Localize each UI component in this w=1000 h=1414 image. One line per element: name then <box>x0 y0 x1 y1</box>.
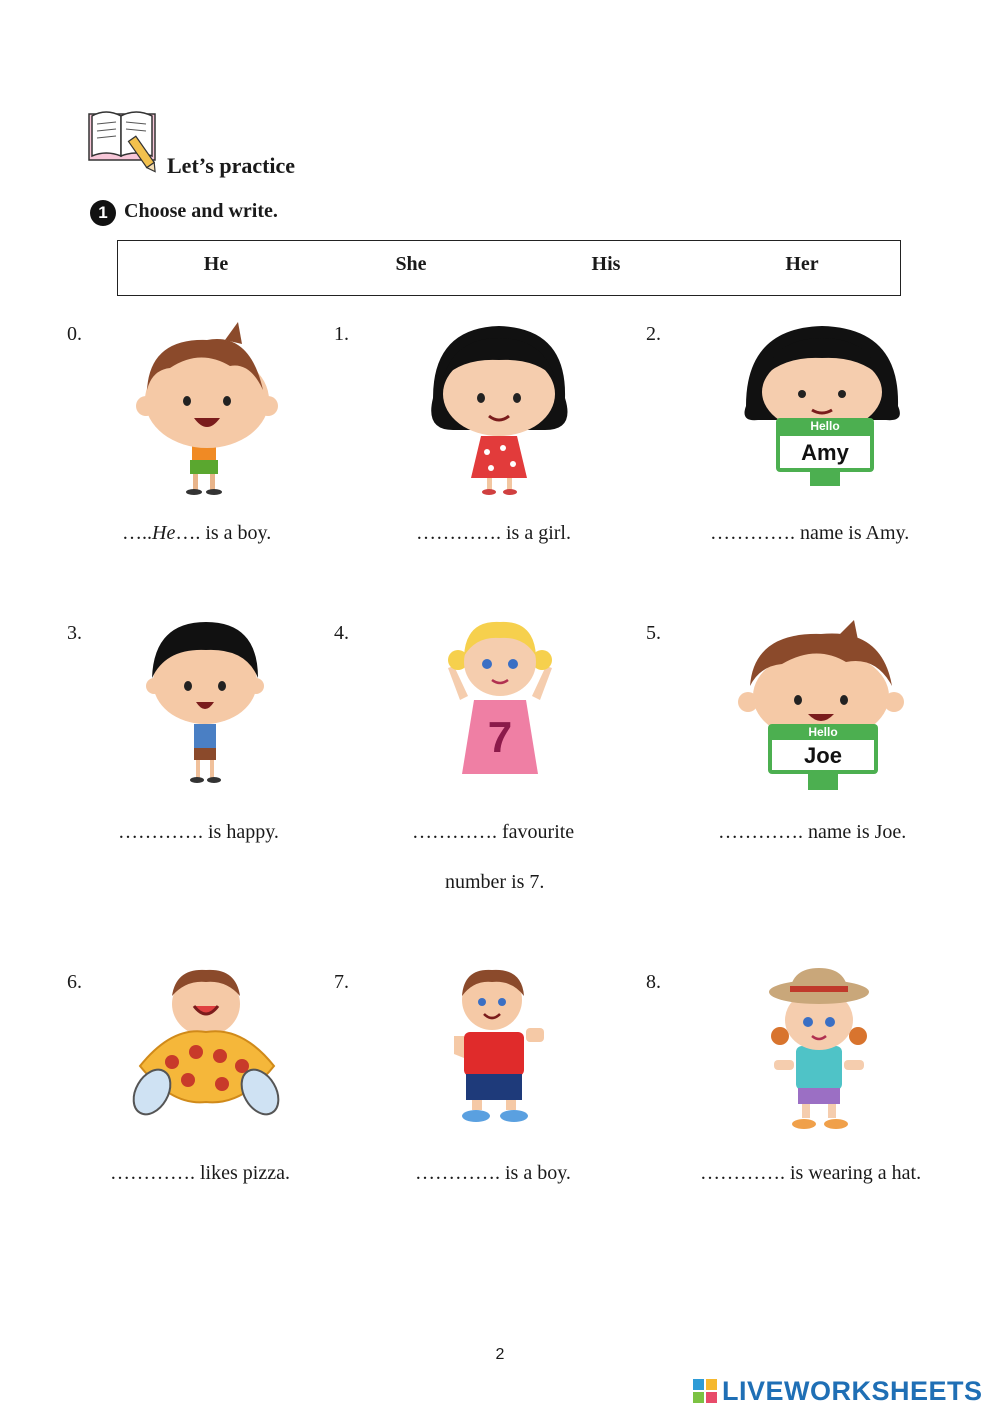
liveworksheets-wordmark: LIVEWORKSHEETS <box>722 1375 983 1406</box>
item-number: 1. <box>334 323 349 345</box>
boy-orange-shirt-image <box>130 318 280 498</box>
item-number: 0. <box>67 323 82 345</box>
word-option-he: He <box>203 253 229 275</box>
item-number: 5. <box>646 622 661 644</box>
item-number: 2. <box>646 323 661 345</box>
section-title: Let’s practice <box>167 153 296 178</box>
liveworksheets-logo-icon <box>692 1378 718 1404</box>
sentence-0: …..He…. is a boy. <box>122 522 272 544</box>
word-option-his: His <box>591 253 621 275</box>
boy-eating-pizza-image <box>132 966 282 1126</box>
word-option-she: She <box>395 253 427 275</box>
girl-number-seven-shirt-image <box>440 616 560 781</box>
item-number: 3. <box>67 622 82 644</box>
boy-thumbs-up-image <box>444 966 554 1131</box>
tag-greeting: Hello <box>808 725 838 739</box>
item-number: 8. <box>646 971 661 993</box>
sentence-1: …………. is a girl. <box>416 522 571 544</box>
liveworksheets-branding <box>692 1376 983 1406</box>
girl-red-dress-image <box>425 318 575 498</box>
boy-joe-name-tag-image <box>736 618 906 793</box>
sentence-4: …………. favourite <box>412 821 575 843</box>
sentence-6: …………. likes pizza. <box>110 1162 290 1184</box>
girl-wearing-hat-image <box>764 966 874 1136</box>
page-number: 2 <box>495 1346 505 1363</box>
sentence-5: …………. name is Joe. <box>718 821 907 843</box>
tag-name-amy: Amy <box>801 440 849 465</box>
word-option-her: Her <box>785 253 819 275</box>
boy-happy-image <box>140 616 270 791</box>
item-number: 6. <box>67 971 82 993</box>
word-bank <box>117 240 901 296</box>
open-book-pencil-icon <box>86 106 160 174</box>
sentence-3: …………. is happy. <box>118 821 279 843</box>
girl-amy-name-tag-image <box>740 318 905 498</box>
sentence-4-continued: number is 7. <box>445 871 545 893</box>
example-answer: He <box>152 522 176 544</box>
exercise-instruction: Choose and write. <box>124 200 278 222</box>
sentence-2: …………. name is Amy. <box>710 522 910 544</box>
exercise-number-badge: 1 <box>90 200 116 226</box>
sentence-7: …………. is a boy. <box>415 1162 571 1184</box>
shirt-number: 7 <box>487 713 513 762</box>
tag-name-joe: Joe <box>804 743 842 768</box>
tag-greeting: Hello <box>810 419 840 433</box>
item-number: 4. <box>334 622 349 644</box>
item-number: 7. <box>334 971 349 993</box>
sentence-8: …………. is wearing a hat. <box>700 1162 922 1184</box>
